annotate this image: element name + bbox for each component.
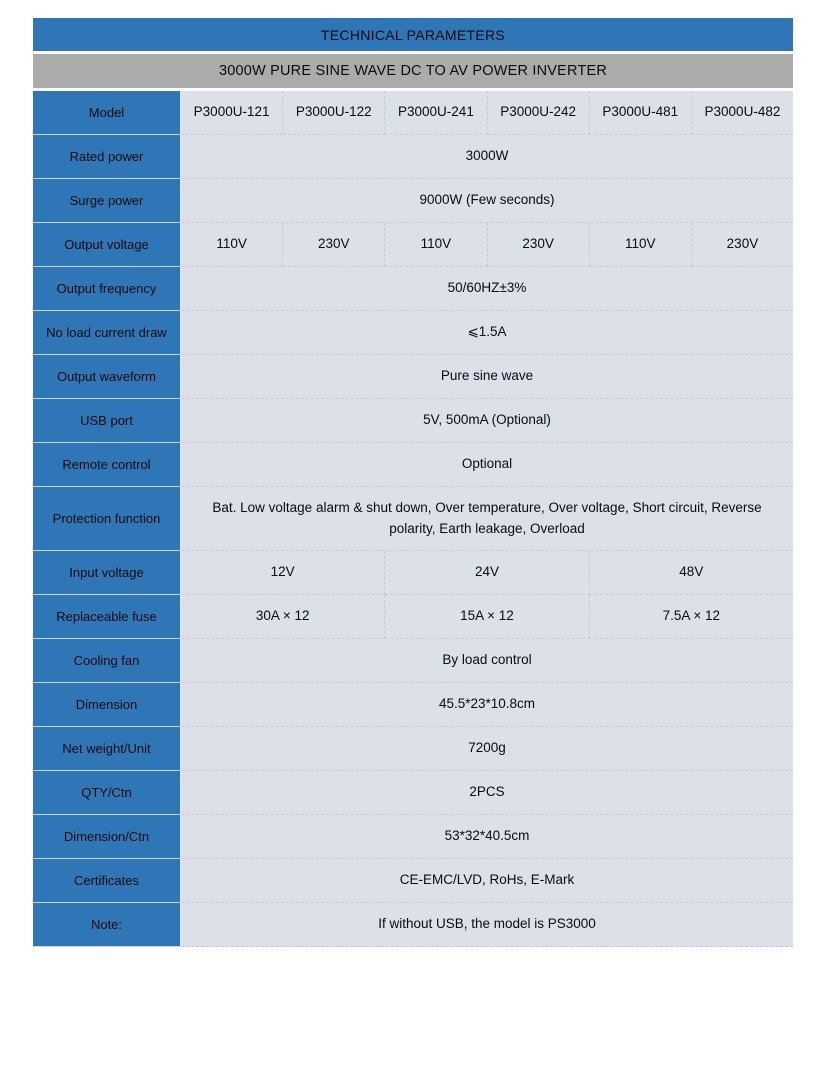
row-value: 45.5*23*10.8cm bbox=[181, 683, 793, 727]
table-row bbox=[33, 91, 793, 135]
row-value: 30A × 12 bbox=[181, 595, 385, 639]
row-value: P3000U-241 bbox=[385, 91, 487, 135]
table-row bbox=[33, 859, 793, 903]
table-row bbox=[33, 311, 793, 355]
row-label: Rated power bbox=[33, 135, 181, 179]
table-row bbox=[33, 903, 793, 947]
row-value: 50/60HZ±3% bbox=[181, 267, 793, 311]
spec-table bbox=[33, 18, 793, 947]
row-label: USB port bbox=[33, 399, 181, 443]
table-row bbox=[33, 683, 793, 727]
row-label: Output voltage bbox=[33, 223, 181, 267]
row-value: 24V bbox=[385, 551, 589, 595]
table-title: TECHNICAL PARAMETERS bbox=[320, 26, 506, 43]
row-value: 48V bbox=[590, 551, 793, 595]
row-value: 15A × 12 bbox=[385, 595, 589, 639]
table-row bbox=[33, 355, 793, 399]
row-label: Note: bbox=[33, 903, 181, 947]
row-label: Protection function bbox=[33, 487, 181, 551]
table-subtitle-bar bbox=[33, 54, 793, 88]
row-label: Output waveform bbox=[33, 355, 181, 399]
row-value: 230V bbox=[692, 223, 793, 267]
row-value: 230V bbox=[488, 223, 590, 267]
row-value: P3000U-481 bbox=[590, 91, 692, 135]
table-row bbox=[33, 443, 793, 487]
row-label: No load current draw bbox=[33, 311, 181, 355]
row-value: 230V bbox=[283, 223, 385, 267]
row-value: 2PCS bbox=[181, 771, 793, 815]
row-label: Output frequency bbox=[33, 267, 181, 311]
row-label: Surge power bbox=[33, 179, 181, 223]
table-row bbox=[33, 179, 793, 223]
table-subtitle: 3000W PURE SINE WAVE DC TO AV POWER INVERTER bbox=[218, 63, 608, 79]
row-value: Pure sine wave bbox=[181, 355, 793, 399]
table-row bbox=[33, 595, 793, 639]
row-value: 53*32*40.5cm bbox=[181, 815, 793, 859]
row-label: Dimension bbox=[33, 683, 181, 727]
table-row bbox=[33, 639, 793, 683]
row-value: 110V bbox=[181, 223, 283, 267]
table-row bbox=[33, 815, 793, 859]
row-label: Certificates bbox=[33, 859, 181, 903]
row-value: P3000U-121 bbox=[181, 91, 283, 135]
table-row bbox=[33, 487, 793, 551]
table-title-bar bbox=[33, 18, 793, 51]
row-value: CE-EMC/LVD, RoHs, E-Mark bbox=[181, 859, 793, 903]
row-value: P3000U-482 bbox=[692, 91, 793, 135]
row-value: 110V bbox=[590, 223, 692, 267]
row-label: Input voltage bbox=[33, 551, 181, 595]
table-row bbox=[33, 135, 793, 179]
row-value: 9000W (Few seconds) bbox=[181, 179, 793, 223]
row-label: Remote control bbox=[33, 443, 181, 487]
row-label: Cooling fan bbox=[33, 639, 181, 683]
row-value: Optional bbox=[181, 443, 793, 487]
table-row bbox=[33, 223, 793, 267]
row-value: 110V bbox=[385, 223, 487, 267]
table-row bbox=[33, 771, 793, 815]
row-value: ⩽1.5A bbox=[181, 311, 793, 355]
row-value: P3000U-242 bbox=[488, 91, 590, 135]
row-value: If without USB, the model is PS3000 bbox=[181, 903, 793, 947]
row-label: Net weight/Unit bbox=[33, 727, 181, 771]
row-label: QTY/Ctn bbox=[33, 771, 181, 815]
row-value: 3000W bbox=[181, 135, 793, 179]
row-value: 7.5A × 12 bbox=[590, 595, 793, 639]
table-row bbox=[33, 399, 793, 443]
row-value: 12V bbox=[181, 551, 385, 595]
row-value: 7200g bbox=[181, 727, 793, 771]
row-value: By load control bbox=[181, 639, 793, 683]
table-row bbox=[33, 551, 793, 595]
row-value: P3000U-122 bbox=[283, 91, 385, 135]
table-row bbox=[33, 727, 793, 771]
row-label: Model bbox=[33, 91, 181, 135]
row-value: 5V, 500mA (Optional) bbox=[181, 399, 793, 443]
row-value: Bat. Low voltage alarm & shut down, Over temperature, Over voltage, Short circuit, Reverse polarity, Earth leakage, Overload bbox=[181, 487, 793, 551]
table-body bbox=[33, 91, 793, 947]
row-label: Replaceable fuse bbox=[33, 595, 181, 639]
table-row bbox=[33, 267, 793, 311]
row-label: Dimension/Ctn bbox=[33, 815, 181, 859]
